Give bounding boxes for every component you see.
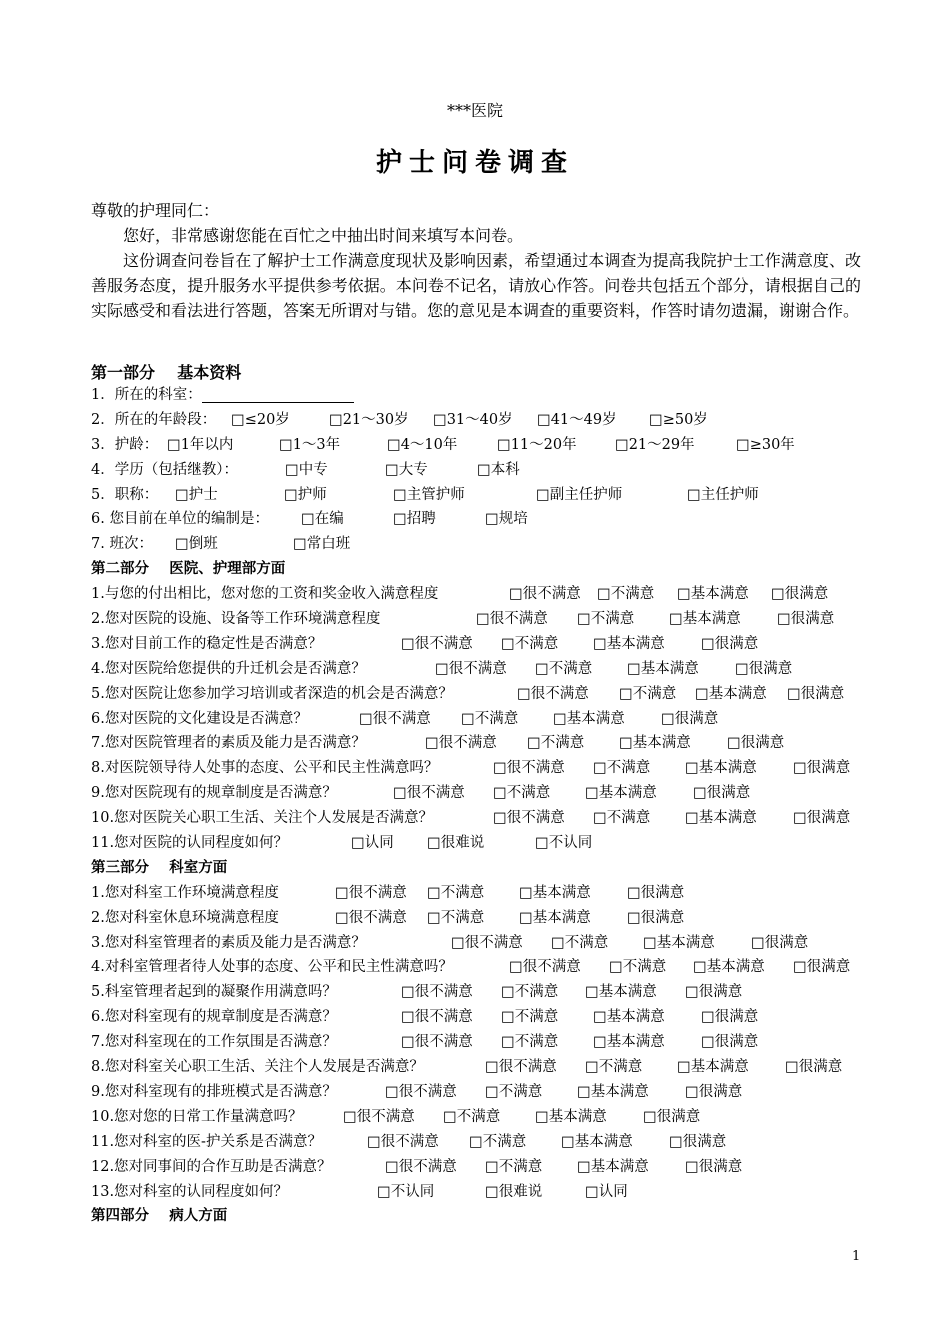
part2-q10: [91, 806, 891, 831]
part2-q9: [91, 781, 891, 806]
part2-q8: [91, 756, 891, 781]
part2-q1: [91, 582, 891, 607]
option-checkbox[interactable]: □很满意: [751, 934, 809, 951]
option-checkbox[interactable]: □很满意: [787, 685, 845, 702]
option-checkbox[interactable]: □基本满意: [585, 785, 657, 802]
hospital-name: ***医院: [446, 101, 503, 120]
option-checkbox[interactable]: □≤20岁: [231, 411, 290, 428]
option-checkbox[interactable]: □很满意: [777, 611, 835, 628]
part3-q12: [91, 1155, 891, 1180]
section-title: 第四部分 病人方面: [91, 1207, 228, 1225]
question-text: 7.您对医院管理者的素质及能力是否满意？: [91, 735, 366, 752]
option-checkbox[interactable]: □不满意: [597, 586, 655, 603]
option-checkbox[interactable]: □基本满意: [695, 685, 767, 702]
question-text: 1.与您的付出相比，您对您的工资和奖金收入满意程度: [91, 586, 439, 603]
part1-heading: 第一部分 基本资料: [91, 363, 242, 382]
part2-q7: [91, 731, 891, 756]
question-text: 5.科室管理者起到的凝聚作用满意吗？: [91, 984, 337, 1001]
option-checkbox[interactable]: □认同: [351, 835, 394, 852]
option-checkbox[interactable]: □不满意: [551, 934, 609, 951]
part3-q1: [91, 881, 891, 906]
option-checkbox[interactable]: □很满意: [661, 710, 719, 727]
option-checkbox[interactable]: □基本满意: [593, 1034, 665, 1051]
question-text: 3.您对目前工作的稳定性是否满意？: [91, 635, 323, 652]
option-checkbox[interactable]: □在编: [301, 511, 344, 528]
option-checkbox[interactable]: □不满意: [427, 884, 485, 901]
option-checkbox[interactable]: □主任护师: [687, 486, 759, 503]
option-checkbox[interactable]: □很满意: [785, 1059, 843, 1076]
option-checkbox[interactable]: □41～49岁: [537, 411, 617, 428]
option-checkbox[interactable]: □很不满意: [493, 760, 565, 777]
part1-q5: [91, 483, 891, 508]
option-checkbox[interactable]: □≥50岁: [649, 411, 708, 428]
option-checkbox[interactable]: □很不满意: [401, 984, 473, 1001]
option-checkbox[interactable]: □很不满意: [335, 884, 407, 901]
question-text: 5.您对医院让您参加学习培训或者深造的机会是否满意？: [91, 685, 453, 702]
option-checkbox[interactable]: □不满意: [469, 1133, 527, 1150]
option-checkbox[interactable]: □基本满意: [519, 884, 591, 901]
question-text: 1.您对科室工作环境满意程度: [91, 884, 279, 901]
option-checkbox[interactable]: □大专: [385, 461, 428, 478]
option-checkbox[interactable]: □不满意: [493, 785, 551, 802]
part1-q6: [91, 507, 891, 532]
option-checkbox[interactable]: □基本满意: [619, 735, 691, 752]
question-text: 5．职称：: [91, 486, 159, 503]
option-checkbox[interactable]: □不满意: [485, 1158, 543, 1175]
option-checkbox[interactable]: □很不满意: [393, 785, 465, 802]
part1-q7: [91, 532, 891, 557]
option-checkbox[interactable]: □基本满意: [553, 710, 625, 727]
question-text: 8.对医院领导待人处事的态度、公平和民主性满意吗？: [91, 760, 439, 777]
option-checkbox[interactable]: □不满意: [577, 611, 635, 628]
option-checkbox[interactable]: □不满意: [527, 735, 585, 752]
option-checkbox[interactable]: □很满意: [685, 984, 743, 1001]
part1-q4: [91, 458, 891, 483]
question-text: 4．学历（包括继教）：: [91, 461, 238, 478]
option-checkbox[interactable]: □基本满意: [669, 611, 741, 628]
question-text: 2．所在的年龄段：: [91, 411, 217, 428]
option-checkbox[interactable]: □不满意: [485, 1083, 543, 1100]
option-checkbox[interactable]: □很满意: [701, 635, 759, 652]
option-checkbox[interactable]: □很满意: [643, 1108, 701, 1125]
question-text: 11.您对科室的医-护关系是否满意？: [91, 1133, 322, 1150]
option-checkbox[interactable]: □招聘: [393, 511, 436, 528]
option-checkbox[interactable]: □很满意: [627, 909, 685, 926]
option-checkbox[interactable]: □基本满意: [643, 934, 715, 951]
option-checkbox[interactable]: □很不满意: [485, 1059, 557, 1076]
part3-q7: [91, 1030, 891, 1055]
option-checkbox[interactable]: □≥30年: [736, 436, 795, 453]
option-checkbox[interactable]: □基本满意: [593, 635, 665, 652]
option-checkbox[interactable]: □很满意: [793, 959, 851, 976]
option-checkbox[interactable]: □不满意: [535, 660, 593, 677]
option-checkbox[interactable]: □基本满意: [593, 1009, 665, 1026]
option-checkbox[interactable]: □主管护师: [393, 486, 465, 503]
department-blank-field[interactable]: [202, 388, 354, 403]
question-text: 9.您对医院现有的规章制度是否满意？: [91, 785, 337, 802]
option-checkbox[interactable]: □很满意: [669, 1133, 727, 1150]
option-checkbox[interactable]: □基本满意: [685, 810, 757, 827]
question-text: 6. 您目前在单位的编制是：: [91, 511, 269, 528]
part2-q4: [91, 657, 891, 682]
option-checkbox[interactable]: □很不满意: [385, 1158, 457, 1175]
option-checkbox[interactable]: □不满意: [619, 685, 677, 702]
intro-section: [91, 198, 861, 323]
option-checkbox[interactable]: □基本满意: [677, 1059, 749, 1076]
part1-q1: [91, 383, 891, 408]
option-checkbox[interactable]: □不满意: [501, 984, 559, 1001]
option-checkbox[interactable]: □很不满意: [425, 735, 497, 752]
option-checkbox[interactable]: □不满意: [593, 760, 651, 777]
part4-heading: [91, 1204, 891, 1229]
option-checkbox[interactable]: □11～20年: [497, 436, 577, 453]
part2-heading: [91, 557, 891, 582]
option-checkbox[interactable]: □护师: [284, 486, 327, 503]
option-checkbox[interactable]: □很满意: [701, 1034, 759, 1051]
part3-q13: [91, 1180, 891, 1205]
option-checkbox[interactable]: □很满意: [685, 1083, 743, 1100]
question-text: 7. 班次：: [91, 536, 153, 553]
question-text: 11.您对医院的认同程度如何？: [91, 835, 289, 852]
option-checkbox[interactable]: □倒班: [175, 536, 218, 553]
part3-q3: [91, 931, 891, 956]
option-checkbox[interactable]: □21～30岁: [329, 411, 409, 428]
salutation: 尊敬的护理同仁：: [91, 201, 220, 220]
option-checkbox[interactable]: □很不满意: [451, 934, 523, 951]
question-text: 2.您对科室休息环境满意程度: [91, 909, 279, 926]
question-text: 6.您对科室现有的规章制度是否满意？: [91, 1009, 337, 1026]
option-checkbox[interactable]: □不满意: [501, 635, 559, 652]
option-checkbox[interactable]: □1年以内: [167, 436, 234, 453]
option-checkbox[interactable]: □不满意: [609, 959, 667, 976]
option-checkbox[interactable]: □21～29年: [615, 436, 695, 453]
option-checkbox[interactable]: □认同: [585, 1183, 628, 1200]
part3-heading: [91, 856, 891, 881]
question-text: 8.您对科室关心职工生活、关注个人发展是否满意？: [91, 1059, 424, 1076]
question-text: 9.您对科室现有的排班模式是否满意？: [91, 1083, 337, 1100]
option-checkbox[interactable]: □31～40岁: [433, 411, 513, 428]
option-checkbox[interactable]: □很满意: [727, 735, 785, 752]
option-checkbox[interactable]: □基本满意: [577, 1083, 649, 1100]
option-checkbox[interactable]: □基本满意: [693, 959, 765, 976]
part1-q2: [91, 408, 891, 433]
option-checkbox[interactable]: □很满意: [685, 1158, 743, 1175]
option-checkbox[interactable]: □护士: [175, 486, 218, 503]
option-checkbox[interactable]: □基本满意: [561, 1133, 633, 1150]
option-checkbox[interactable]: □很满意: [735, 660, 793, 677]
option-checkbox[interactable]: □不满意: [443, 1108, 501, 1125]
option-checkbox[interactable]: □基本满意: [585, 984, 657, 1001]
question-text: 7.您对科室现在的工作氛围是否满意？: [91, 1034, 337, 1051]
option-checkbox[interactable]: □规培: [485, 511, 528, 528]
option-checkbox[interactable]: □不满意: [427, 909, 485, 926]
part2-q6: [91, 707, 891, 732]
option-checkbox[interactable]: □很不满意: [385, 1083, 457, 1100]
option-checkbox[interactable]: □很不满意: [367, 1133, 439, 1150]
part3-q6: [91, 1005, 891, 1030]
option-checkbox[interactable]: □很不满意: [476, 611, 548, 628]
option-checkbox[interactable]: □不满意: [593, 810, 651, 827]
option-checkbox[interactable]: □基本满意: [577, 1158, 649, 1175]
part3-q5: [91, 980, 891, 1005]
option-checkbox[interactable]: □很不满意: [343, 1108, 415, 1125]
option-checkbox[interactable]: □不满意: [461, 710, 519, 727]
option-checkbox[interactable]: □常白班: [293, 536, 351, 553]
section-title: 第三部分 科室方面: [91, 858, 228, 876]
option-checkbox[interactable]: □基本满意: [627, 660, 699, 677]
part2-q2: [91, 607, 891, 632]
option-checkbox[interactable]: □很不满意: [509, 959, 581, 976]
intro-paragraph-1: 您好，非常感谢您能在百忙之中抽出时间来填写本问卷。: [123, 226, 524, 245]
option-checkbox[interactable]: □很不满意: [335, 909, 407, 926]
option-checkbox[interactable]: □很难说: [485, 1183, 543, 1200]
question-text: 3．护龄：: [91, 436, 159, 453]
page-number: 1: [852, 1249, 861, 1264]
option-checkbox[interactable]: □很满意: [793, 760, 851, 777]
option-checkbox[interactable]: □很满意: [701, 1009, 759, 1026]
question-text: 4.对科室管理者待人处事的态度、公平和民主性满意吗？: [91, 959, 453, 976]
option-checkbox[interactable]: □4～10年: [387, 436, 458, 453]
option-checkbox[interactable]: □不认同: [377, 1183, 435, 1200]
option-checkbox[interactable]: □很满意: [771, 586, 829, 603]
option-checkbox[interactable]: □很满意: [693, 785, 751, 802]
option-checkbox[interactable]: □不满意: [585, 1059, 643, 1076]
option-checkbox[interactable]: □本科: [477, 461, 520, 478]
question-text: 2.您对医院的设施、设备等工作环境满意程度: [91, 611, 381, 628]
option-checkbox[interactable]: □很难说: [427, 835, 485, 852]
option-checkbox[interactable]: □基本满意: [519, 909, 591, 926]
question-text: 1．所在的科室：: [91, 383, 354, 408]
part3-q2: [91, 906, 891, 931]
part3-q11: [91, 1130, 891, 1155]
question-text: 6.您对医院的文化建设是否满意？: [91, 710, 308, 727]
part3-q8: [91, 1055, 891, 1080]
part3-q4: [91, 955, 891, 980]
option-checkbox[interactable]: □很不满意: [401, 1034, 473, 1051]
option-checkbox[interactable]: □副主任护师: [536, 486, 623, 503]
option-checkbox[interactable]: □1～3年: [279, 436, 341, 453]
option-checkbox[interactable]: □不认同: [535, 835, 593, 852]
part1-q3: [91, 433, 891, 458]
option-checkbox[interactable]: □很不满意: [517, 685, 589, 702]
option-checkbox[interactable]: □很不满意: [401, 1009, 473, 1026]
option-checkbox[interactable]: □很不满意: [359, 710, 431, 727]
option-checkbox[interactable]: □很满意: [627, 884, 685, 901]
option-checkbox[interactable]: □很不满意: [509, 586, 581, 603]
question-text: 10.您对医院关心职工生活、关注个人发展是否满意？: [91, 810, 434, 827]
option-checkbox[interactable]: □不满意: [501, 1034, 559, 1051]
option-checkbox[interactable]: □基本满意: [677, 586, 749, 603]
option-checkbox[interactable]: □很不满意: [435, 660, 507, 677]
option-checkbox[interactable]: □很不满意: [401, 635, 473, 652]
option-checkbox[interactable]: □基本满意: [535, 1108, 607, 1125]
intro-paragraph-2: 这份调查问卷旨在了解护士工作满意度现状及影响因素，希望通过本调查为提高我院护士工作满意度、改善服务态度，提升服务水平提供参考依据。本问卷不记名，请放心作答。问卷共包括五个部分，请根据自己的实际感受和看法进行答题，答案无所谓对与错。您的意见是本调查的重要资料，作答时请勿遗漏，谢谢合作。: [91, 251, 861, 320]
part3-q9: [91, 1080, 891, 1105]
question-text: 12.您对同事间的合作互助是否满意？: [91, 1158, 332, 1175]
option-checkbox[interactable]: □很不满意: [493, 810, 565, 827]
option-checkbox[interactable]: □中专: [285, 461, 328, 478]
option-checkbox[interactable]: □不满意: [501, 1009, 559, 1026]
part2-q5: [91, 682, 891, 707]
question-text: 4.您对医院给您提供的升迁机会是否满意？: [91, 660, 366, 677]
part3-q10: [91, 1105, 891, 1130]
part2-q11: [91, 831, 891, 856]
part2-q3: [91, 632, 891, 657]
question-text: 13.您对科室的认同程度如何？: [91, 1183, 289, 1200]
option-checkbox[interactable]: □很满意: [793, 810, 851, 827]
option-checkbox[interactable]: □基本满意: [685, 760, 757, 777]
section-title: 第二部分 医院、护理部方面: [91, 560, 286, 578]
question-text: 10.您对您的日常工作量满意吗？: [91, 1108, 303, 1125]
question-text: 3.您对科室管理者的素质及能力是否满意？: [91, 934, 366, 951]
document-title: 护士问卷调查: [375, 148, 574, 178]
questionnaire-rows: [91, 383, 891, 1229]
